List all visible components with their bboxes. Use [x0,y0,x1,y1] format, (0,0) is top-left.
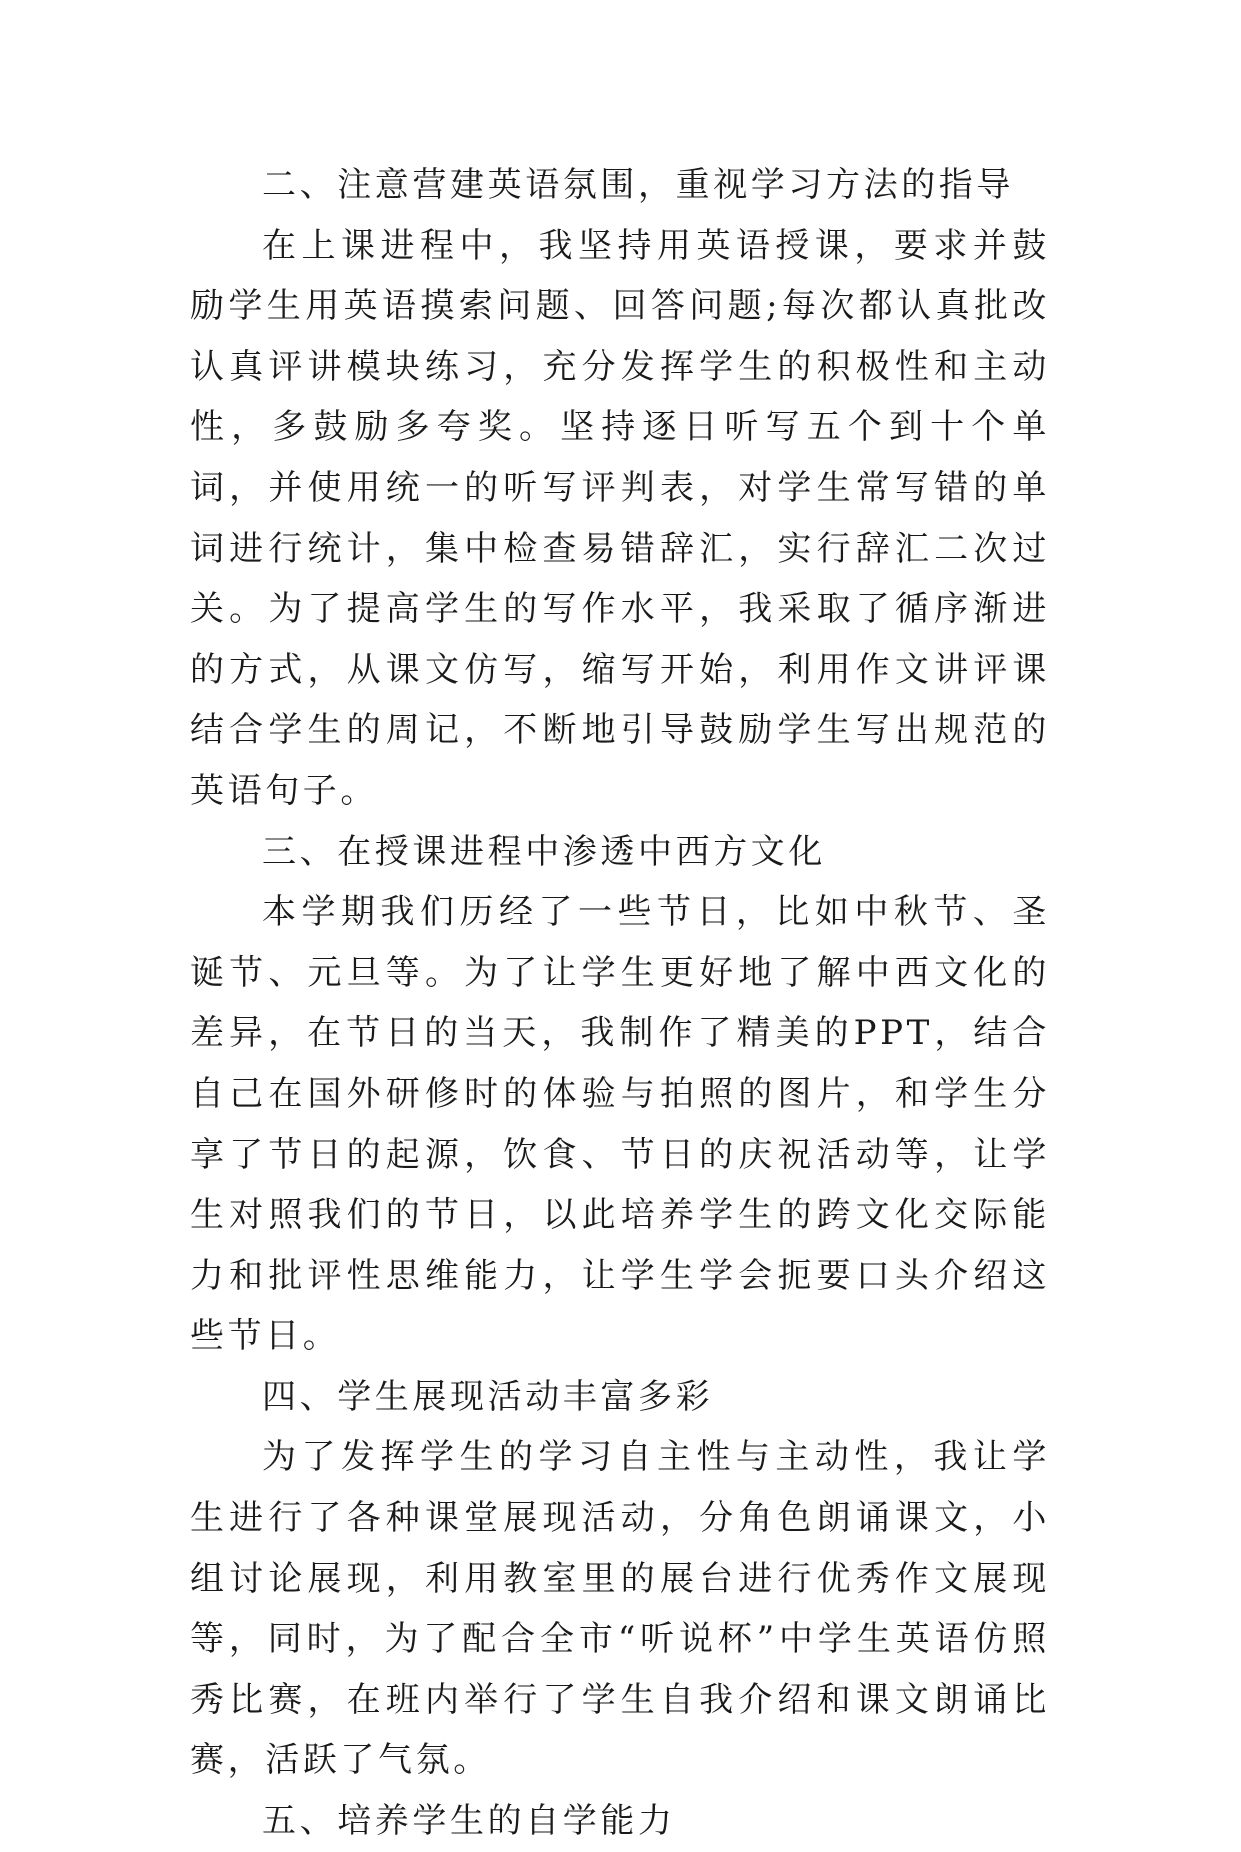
section-heading-5: 五、培养学生的自学能力 [262,1801,676,1842]
section-heading-3: 三、在授课进程中渗透中西方文化 [262,831,826,872]
section-paragraph-2: 在上课进程中，我坚持用英语授课，要求并鼓励学生用英语摸索问题、回答问题;每次都认真批改认真评讲模块练习，充分发挥学生的积极性和主动性，多鼓励多夸奖。坚持逐日听写五个到十个单词，并使用统一的听写评判表，对学生常写错的单词进行统计，集中检查易错辞汇，实行辞汇二次过关。为了提高学生的写作水平，我采取了循序渐进的方式，从课文仿写，缩写开始，利用作文讲评课结合学生的周记，不断地引导鼓励学生写出规范的英语句子。 [190,225,1050,811]
document-body [190,155,1050,1852]
section-heading-2: 二、注意营建英语氛围，重视学习方法的指导 [262,165,1014,205]
section-heading-4: 四、学生展现活动丰富多彩 [262,1376,714,1417]
section-paragraph-4: 为了发挥学生的学习自主性与主动性，我让学生进行了各种课堂展现活动，分角色朗诵课文，小组讨论展现，利用教室里的展台进行优秀作文展现等，同时，为了配合全市“听说杯”中学生英语仿照秀比赛，在班内举行了学生自我介绍和课文朗诵比赛，活跃了气氛。 [190,1437,1050,1781]
section-paragraph-3: 本学期我们历经了一些节日，比如中秋节、圣诞节、元旦等。为了让学生更好地了解中西文化的差异，在节日的当天，我制作了精美的PPT，结合自己在国外研修时的体验与拍照的图片，和学生分享了节日的起源，饮食、节日的庆祝活动等，让学生对照我们的节日，以此培养学生的跨文化交际能力和批评性思维能力，让学生学会扼要口头介绍这些节日。 [190,892,1050,1357]
